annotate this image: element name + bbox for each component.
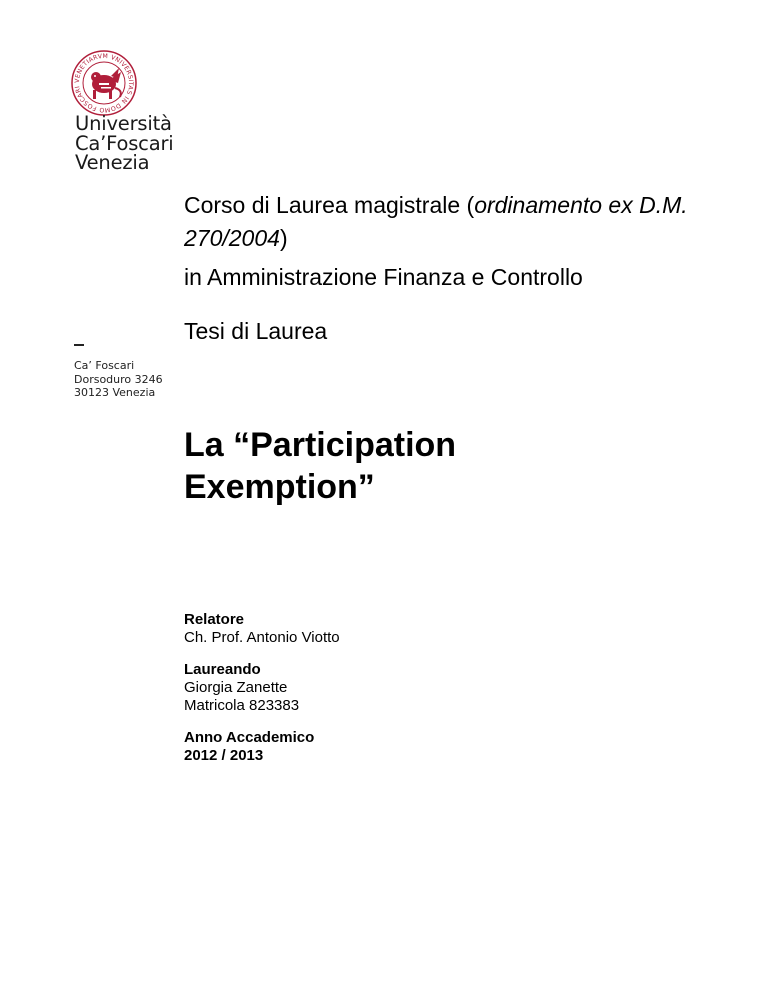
- course-suffix: ): [279, 225, 288, 251]
- laureando-label: Laureando: [184, 661, 261, 678]
- university-name-line-3: Venezia: [75, 151, 150, 174]
- laureando-matricola: Matricola 823383: [184, 697, 300, 714]
- university-seal-logo: [71, 50, 137, 116]
- course-heading: [184, 189, 704, 255]
- university-address: [74, 359, 163, 400]
- course-ordinamento: ordinamento ex D.M. 270/2004: [184, 192, 688, 251]
- anno-value: 2012 / 2013: [184, 747, 264, 764]
- thesis-type: Tesi di Laurea: [184, 318, 328, 344]
- university-name-line-1: Università: [75, 112, 172, 135]
- address-line-1: Ca’ Foscari: [74, 359, 135, 372]
- relatore-label: Relatore: [184, 611, 245, 628]
- anno-label: Anno Accademico: [184, 729, 315, 746]
- thesis-title-line-1: La “Participation: [184, 426, 457, 464]
- address-line-2: Dorsoduro 3246: [74, 372, 163, 386]
- course-program: in Amministrazione Finanza e Controllo: [184, 264, 583, 290]
- relatore-name: Ch. Prof. Antonio Viotto: [184, 629, 340, 646]
- address-line-3: 30123 Venezia: [74, 386, 156, 399]
- laureando-name: Giorgia Zanette: [184, 679, 288, 696]
- separator-dash: [74, 344, 84, 346]
- thesis-title-line-2: Exemption”: [184, 468, 375, 506]
- svg-text:VENETIARVM VNIVERSITAS IN DOMO: VENETIARVM VNIVERSITAS IN DOMO FOSCARI: [73, 52, 135, 114]
- thesis-people: [184, 611, 340, 765]
- course-prefix: Corso di Laurea magistrale (: [184, 192, 475, 218]
- thesis-title: [184, 424, 514, 508]
- university-name-line-2: Ca’Foscari: [75, 131, 174, 155]
- university-name: [75, 114, 173, 173]
